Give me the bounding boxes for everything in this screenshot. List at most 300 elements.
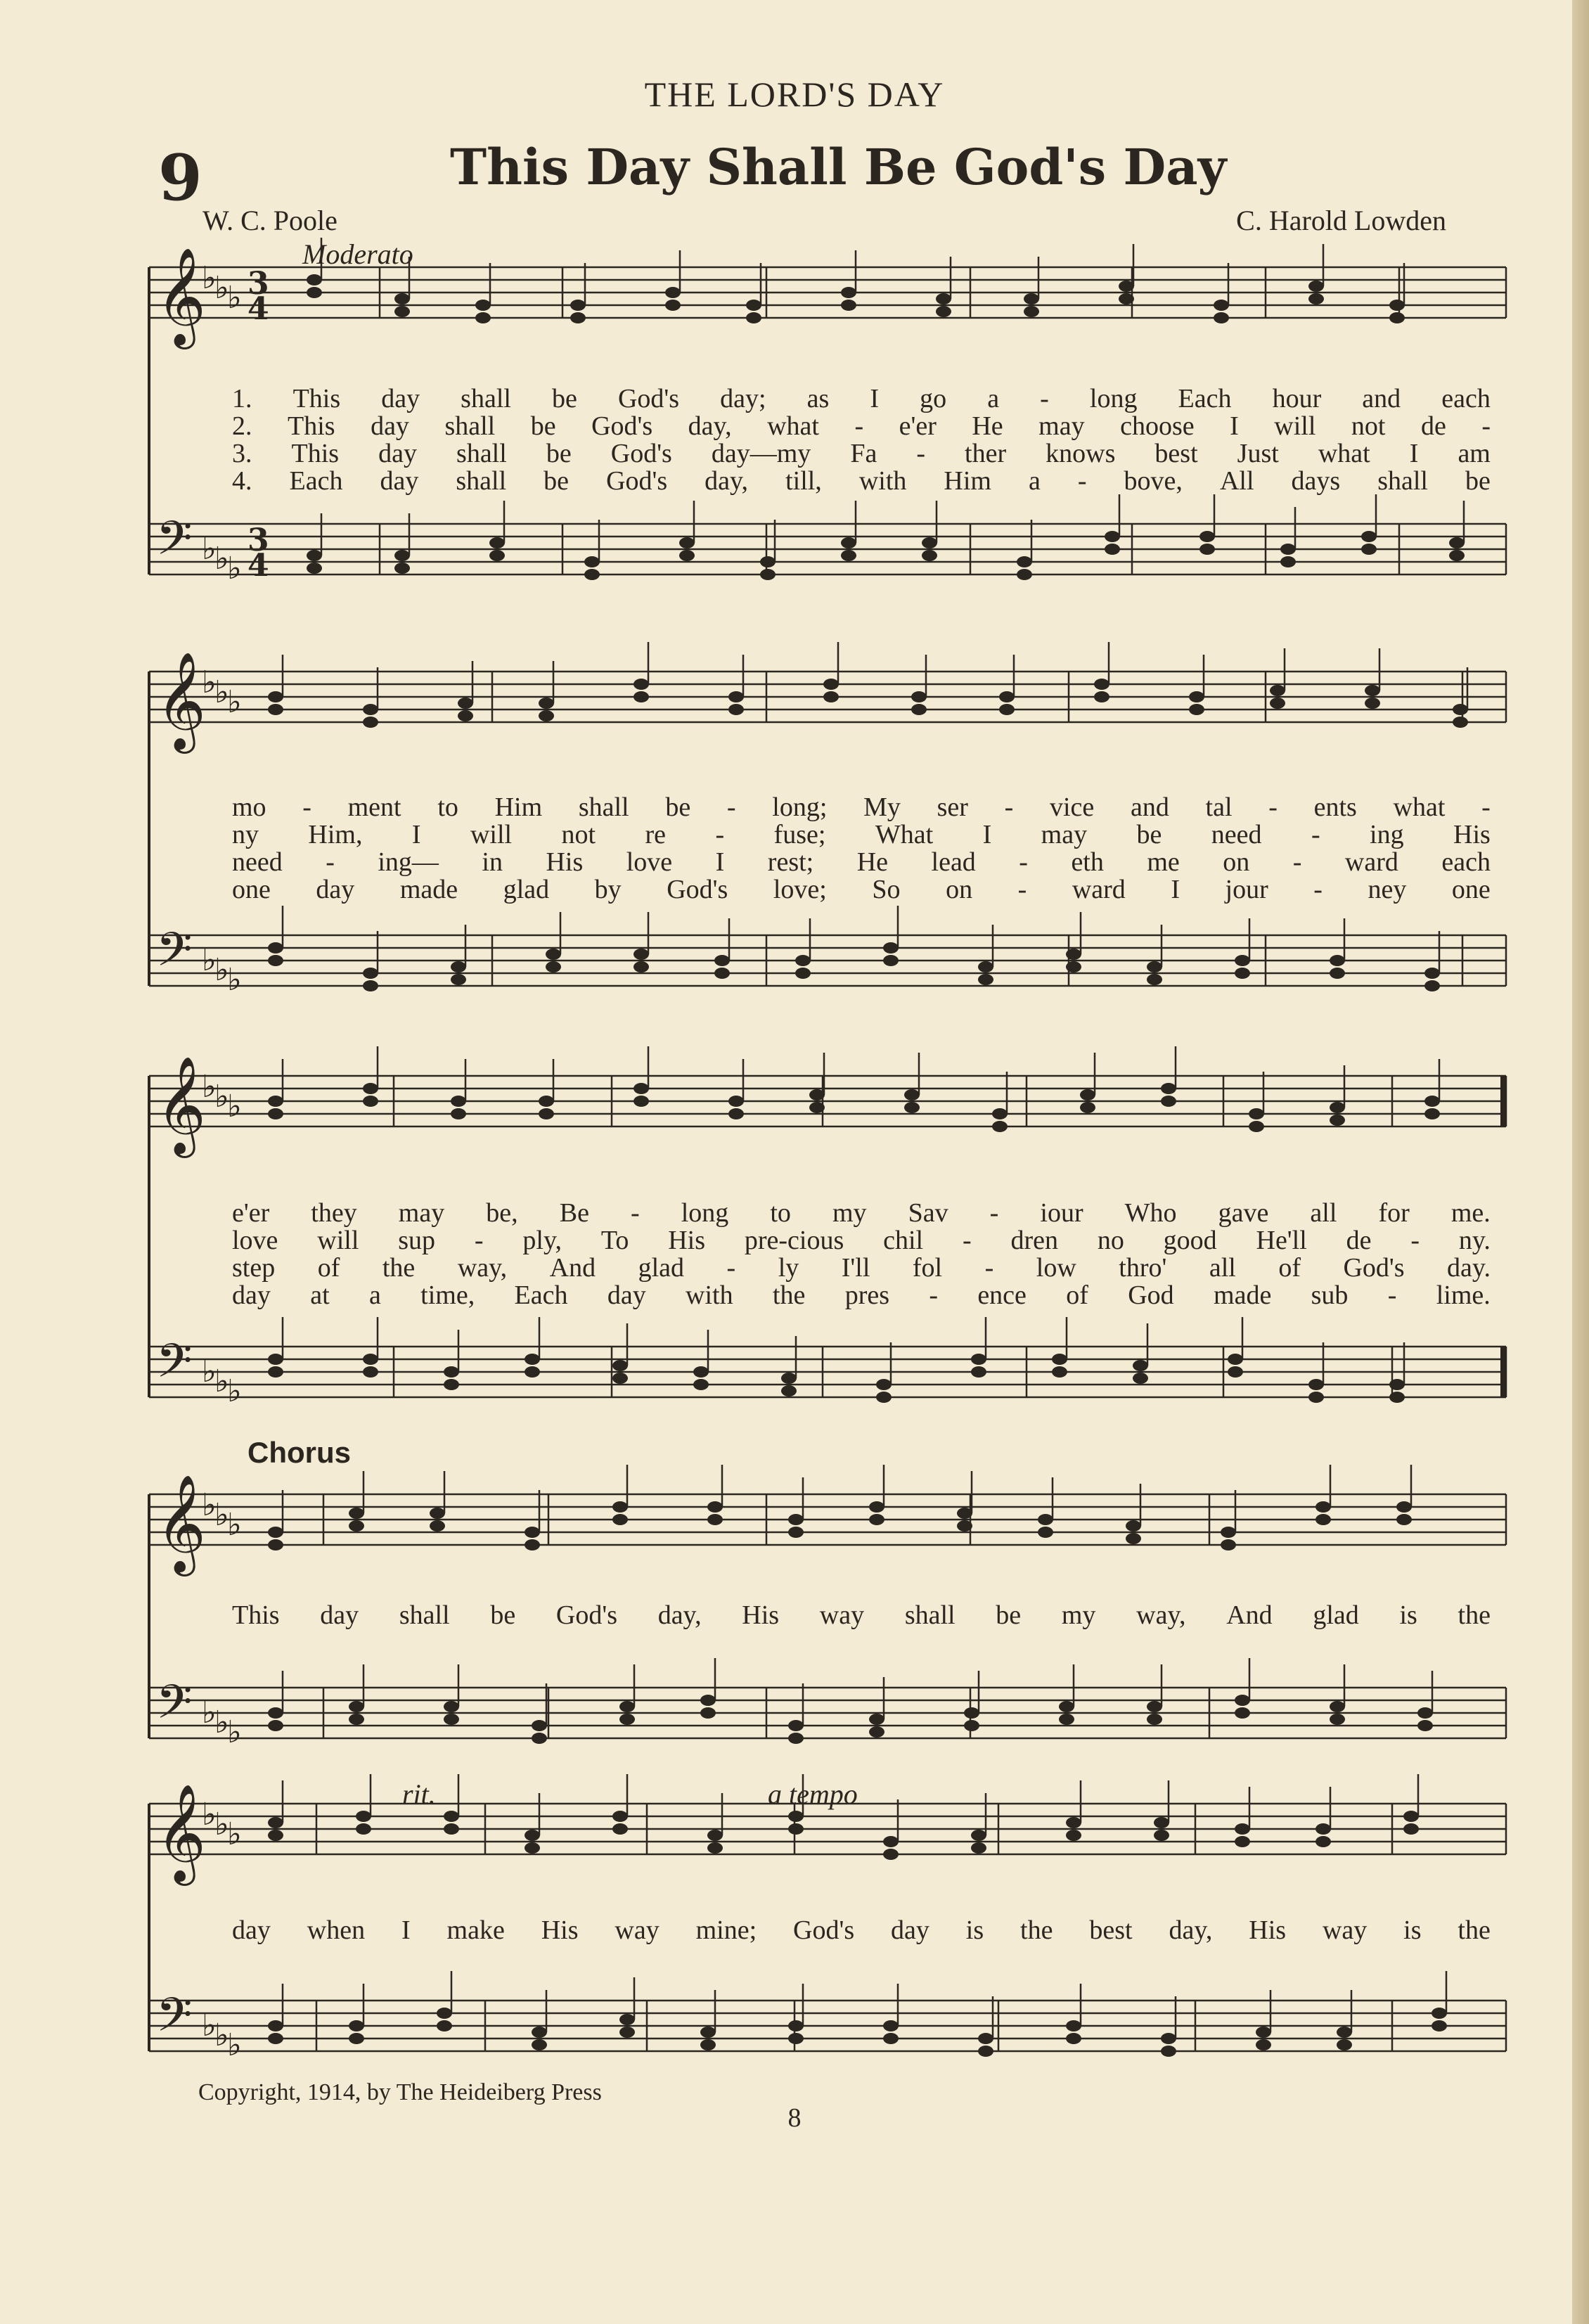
lyric-line <box>232 466 1491 496</box>
lyric-syllable: love <box>626 847 673 877</box>
lyric-syllable: ply, <box>522 1226 562 1255</box>
lyric-syllable: shall <box>461 384 511 413</box>
lyric-syllable: way <box>615 1915 660 1945</box>
note-head <box>633 961 649 972</box>
lyric-syllable: they <box>311 1198 357 1228</box>
lyric-syllable: me. <box>1450 1198 1491 1228</box>
lyric-syllable: ser <box>937 792 968 822</box>
lyric-syllable: way <box>1322 1915 1368 1945</box>
lyric-syllable: I <box>715 847 725 877</box>
a-tempo-marking: a tempo <box>768 1778 858 1810</box>
lyric-syllable: shall <box>456 466 507 496</box>
note-head <box>1280 556 1296 567</box>
lyric-syllable: be <box>490 1600 516 1630</box>
lyric-syllable: I <box>1230 411 1239 441</box>
note-head <box>1315 1823 1331 1835</box>
lyric-syllable: no <box>1097 1226 1124 1255</box>
lyric-syllable: will <box>470 820 513 849</box>
lyric-syllable: of <box>1066 1280 1088 1310</box>
note-head <box>633 1096 649 1107</box>
lyric-syllable: the <box>1458 1915 1491 1945</box>
note-head <box>356 1823 371 1835</box>
lyric-syllable: - <box>1040 384 1049 413</box>
chorus-label: Chorus <box>247 1436 351 1469</box>
note-head <box>489 537 505 548</box>
note-head <box>781 1373 797 1384</box>
lyric-syllable: Just <box>1237 439 1279 468</box>
lyric-syllable: ward <box>1072 875 1126 904</box>
lyric-syllable: - <box>916 439 926 468</box>
bass-clef-icon: 𝄢 <box>156 1675 193 1740</box>
lyric-syllable: This <box>291 439 340 468</box>
note-head <box>1133 1360 1148 1371</box>
lyric-syllable: a <box>987 384 1000 413</box>
note-head <box>1389 312 1405 323</box>
note-head <box>619 2014 635 2025</box>
note-head <box>1389 1392 1405 1403</box>
note-head <box>964 1707 979 1719</box>
lyric-syllable: to <box>770 1198 791 1228</box>
lyric-syllable: is <box>1399 1600 1417 1630</box>
lyric-syllable: low <box>1036 1253 1076 1283</box>
lyric-syllable: God's <box>793 1915 855 1945</box>
note-head <box>1080 1102 1095 1113</box>
note-head <box>458 710 473 721</box>
page-number: 8 <box>787 2103 802 2133</box>
flat-icon: ♭ <box>202 531 217 567</box>
note-head <box>957 1508 972 1519</box>
lyric-syllable: be <box>530 411 556 441</box>
lyric-syllable: gave <box>1218 1198 1269 1228</box>
note-head <box>795 955 811 966</box>
note-head <box>1017 569 1032 580</box>
lyric-syllable: - <box>326 847 335 877</box>
note-head <box>268 1707 283 1719</box>
note-head <box>612 1501 628 1513</box>
flat-icon: ♭ <box>227 1714 242 1750</box>
lyric-syllable: day <box>381 384 420 413</box>
lyric-syllable: fol <box>912 1253 943 1283</box>
lyric-syllable: what <box>1393 792 1446 822</box>
lyric-line <box>232 383 1491 414</box>
lyric-syllable: shall <box>399 1600 450 1630</box>
lyric-syllable: in <box>482 847 503 877</box>
note-head <box>1038 1514 1053 1525</box>
note-head <box>268 2033 283 2044</box>
lyric-syllable: - <box>726 792 736 822</box>
lyric-syllable: good <box>1163 1226 1217 1255</box>
note-head <box>612 1360 628 1371</box>
lyric-syllable: ny. <box>1458 1226 1491 1255</box>
lyric-syllable: and <box>1362 384 1401 413</box>
note-head <box>788 1823 804 1835</box>
note-head <box>971 1366 986 1378</box>
note-head <box>546 961 561 972</box>
lyric-syllable: ther <box>965 439 1007 468</box>
note-head <box>971 1842 986 1854</box>
note-head <box>444 1714 459 1725</box>
lyric-syllable: tal <box>1205 792 1233 822</box>
lyric-syllable: ward <box>1344 847 1398 877</box>
note-head <box>1449 537 1465 548</box>
note-head <box>883 1849 899 1860</box>
section-heading: THE LORD'S DAY <box>644 75 945 114</box>
lyric-syllable: ing <box>1370 820 1404 849</box>
lyric-syllable: dren <box>1010 1226 1058 1255</box>
lyric-syllable: long <box>1089 384 1138 413</box>
note-head <box>693 1379 709 1390</box>
note-head <box>809 1102 825 1113</box>
lyric-syllable: Who <box>1124 1198 1177 1228</box>
note-head <box>883 942 899 954</box>
lyric-syllable: ny <box>232 820 259 849</box>
lyric-syllable: Each <box>514 1280 568 1310</box>
note-head <box>532 2039 547 2050</box>
note-head <box>728 1108 744 1119</box>
lyric-syllable: as <box>806 384 830 413</box>
note-head <box>1330 1701 1345 1712</box>
lyric-line <box>232 874 1491 905</box>
lyric-syllable: Him <box>944 466 991 496</box>
note-head <box>883 2033 899 2044</box>
note-head <box>809 1089 825 1100</box>
note-head <box>788 1514 804 1525</box>
note-head <box>307 274 322 285</box>
note-head <box>1449 550 1465 561</box>
lyric-syllable: a <box>1028 466 1041 496</box>
note-head <box>1365 685 1380 696</box>
lyric-syllable: I <box>1171 875 1180 904</box>
flat-icon: ♭ <box>227 962 242 998</box>
note-head <box>1161 2046 1176 2057</box>
note-head <box>612 1373 628 1384</box>
lyric-syllable: pres <box>844 1280 889 1310</box>
note-head <box>869 1501 884 1513</box>
note-head <box>1024 293 1039 304</box>
treble-clef-icon: 𝄞 <box>156 1784 206 1882</box>
rit-marking: rit. <box>402 1778 436 1810</box>
note-head <box>1424 980 1440 991</box>
note-head <box>781 1385 797 1397</box>
lyric-syllable: - <box>1019 847 1028 877</box>
note-head <box>1432 2020 1447 2031</box>
lyric-syllable: He'll <box>1256 1226 1307 1255</box>
note-head <box>788 2033 804 2044</box>
note-head <box>532 1720 547 1731</box>
lyric-syllable: I <box>401 1915 411 1945</box>
note-head <box>904 1089 920 1100</box>
flat-icon: ♭ <box>227 1816 242 1852</box>
lyric-syllable: hour <box>1272 384 1322 413</box>
lyric-syllable: What <box>875 820 934 849</box>
note-head <box>307 563 322 574</box>
note-head <box>619 1714 635 1725</box>
lyric-syllable: glad <box>638 1253 685 1283</box>
note-head <box>349 1701 364 1712</box>
note-head <box>532 1733 547 1744</box>
lyric-syllable: all <box>1209 1253 1236 1283</box>
note-head <box>268 1527 283 1538</box>
lyric-syllable: 4. <box>232 466 252 496</box>
note-head <box>788 2020 804 2031</box>
flat-icon: ♭ <box>227 1089 242 1124</box>
lyric-syllable: be <box>665 792 691 822</box>
note-head <box>268 942 283 954</box>
note-head <box>1024 306 1039 317</box>
note-head <box>1161 1096 1176 1107</box>
lyric-syllable: My <box>863 792 901 822</box>
lyric-syllable: So <box>872 875 901 904</box>
note-head <box>1361 544 1377 555</box>
note-head <box>1094 691 1109 702</box>
note-head <box>1235 955 1250 966</box>
note-head <box>679 550 695 561</box>
lyric-syllable: 1. <box>232 384 252 413</box>
lyric-syllable: of <box>1278 1253 1301 1283</box>
note-head <box>444 1811 459 1822</box>
lyric-syllable: best <box>1089 1915 1133 1945</box>
note-head <box>1403 1811 1419 1822</box>
lyric-syllable: sup <box>398 1226 436 1255</box>
note-head <box>268 704 283 715</box>
note-head <box>1052 1354 1067 1365</box>
lyric-syllable: God's <box>591 411 653 441</box>
flat-icon: ♭ <box>214 1363 229 1399</box>
lyric-syllable: made <box>1214 1280 1272 1310</box>
note-head <box>728 704 744 715</box>
lyric-syllable: for <box>1378 1198 1410 1228</box>
note-head <box>936 306 951 317</box>
note-head <box>268 1366 283 1378</box>
note-head <box>444 1823 459 1835</box>
note-head <box>992 1108 1008 1119</box>
lyric-syllable: God's <box>1343 1253 1405 1283</box>
treble-clef-icon: 𝄞 <box>156 1475 206 1572</box>
lyric-syllable: may <box>1038 411 1085 441</box>
flat-icon: ♭ <box>227 1507 242 1543</box>
lyric-syllable: - <box>1313 875 1323 904</box>
lyric-syllable: way <box>819 1600 865 1630</box>
note-head <box>268 1830 283 1841</box>
note-head <box>1199 531 1215 542</box>
note-head <box>1094 679 1109 690</box>
note-head <box>1161 1083 1176 1094</box>
lyric-syllable: not <box>1351 411 1386 441</box>
lyric-syllable: God's <box>667 875 728 904</box>
lyric-syllable: need <box>232 847 283 877</box>
note-head <box>883 955 899 966</box>
lyric-line <box>232 411 1491 442</box>
lyric-syllable: day—my <box>711 439 811 468</box>
note-head <box>525 1366 540 1378</box>
lyric-syllable: day <box>378 439 417 468</box>
lyric-syllable: glad <box>1313 1600 1359 1630</box>
lyric-syllable: till, <box>785 466 822 496</box>
lyric-syllable: is <box>1403 1915 1422 1945</box>
lyric-syllable: Him, <box>308 820 363 849</box>
lyric-syllable: shall <box>456 439 507 468</box>
lyric-syllable: shall <box>1377 466 1428 496</box>
lyric-syllable: 3. <box>232 439 252 468</box>
note-head <box>1105 531 1120 542</box>
lyric-syllable: shall <box>578 792 629 822</box>
note-head <box>1330 955 1345 966</box>
note-head <box>633 691 649 702</box>
lyric-syllable: be <box>543 466 570 496</box>
lyric-syllable: God's <box>617 384 680 413</box>
note-head <box>1235 968 1250 979</box>
note-head <box>1221 1539 1236 1551</box>
note-head <box>1403 1823 1419 1835</box>
note-head <box>1424 1096 1440 1107</box>
flat-icon: ♭ <box>202 942 217 978</box>
note-head <box>268 1817 283 1828</box>
lyric-line <box>232 792 1491 823</box>
note-head <box>363 1083 378 1094</box>
note-head <box>451 1108 466 1119</box>
note-head <box>1147 961 1162 972</box>
lyric-syllable: - <box>962 1226 972 1255</box>
note-head <box>1235 1695 1250 1706</box>
copyright-notice: Copyright, 1914, by The Heideiberg Press <box>198 2079 602 2105</box>
flat-icon: ♭ <box>227 280 242 316</box>
note-head <box>1389 1379 1405 1390</box>
treble-clef-icon: 𝄞 <box>156 248 206 345</box>
flat-icon: ♭ <box>227 1373 242 1409</box>
lyric-line <box>232 1225 1491 1256</box>
lyric-syllable: He <box>856 847 889 877</box>
note-head <box>525 1527 540 1538</box>
lyric-syllable: eth <box>1071 847 1104 877</box>
flat-icon: ♭ <box>214 952 229 988</box>
note-head <box>451 974 466 985</box>
lyric-syllable: the <box>1020 1915 1053 1945</box>
lyric-syllable: - <box>1481 411 1491 441</box>
lyric-syllable: will <box>1274 411 1316 441</box>
lyric-syllable: I <box>411 820 421 849</box>
note-head <box>349 1714 364 1725</box>
note-head <box>1249 1121 1264 1132</box>
note-head <box>1361 531 1377 542</box>
note-head <box>728 1096 744 1107</box>
note-head <box>363 1354 378 1365</box>
note-head <box>1214 312 1229 323</box>
note-head <box>349 1508 364 1519</box>
note-head <box>904 1102 920 1113</box>
lyric-line <box>232 1915 1491 1946</box>
note-head <box>795 968 811 979</box>
lyric-syllable: day <box>232 1280 271 1310</box>
note-head <box>978 2033 993 2044</box>
lyric-syllable: mine; <box>695 1915 757 1945</box>
note-head <box>841 300 856 311</box>
note-head <box>268 1354 283 1365</box>
lyric-syllable: day, <box>1169 1915 1213 1945</box>
lyric-syllable: is <box>965 1915 984 1945</box>
note-head <box>707 1514 723 1525</box>
lyric-syllable: - <box>1017 875 1027 904</box>
note-head <box>1315 1514 1331 1525</box>
note-head <box>1080 1089 1095 1100</box>
note-head <box>430 1508 445 1519</box>
note-head <box>1249 1108 1264 1119</box>
note-head <box>1038 1527 1053 1538</box>
bass-clef-icon: 𝄢 <box>156 1334 193 1399</box>
lyric-syllable: - <box>1311 820 1320 849</box>
note-head <box>841 537 856 548</box>
lyric-syllable: one <box>1451 875 1491 904</box>
note-head <box>394 306 410 317</box>
lyric-syllable: step <box>232 1253 276 1283</box>
flat-icon: ♭ <box>202 665 217 700</box>
lyric-syllable: way, <box>457 1253 508 1283</box>
note-head <box>714 968 730 979</box>
note-head <box>1280 544 1296 555</box>
lyric-syllable: God's <box>610 439 672 468</box>
lyric-syllable: - <box>929 1280 938 1310</box>
lyric-syllable: fuse; <box>773 820 826 849</box>
note-head <box>876 1392 892 1403</box>
note-head <box>665 300 681 311</box>
note-head <box>1066 961 1081 972</box>
note-head <box>268 1096 283 1107</box>
note-head <box>1189 704 1204 715</box>
lyric-syllable: be <box>1136 820 1162 849</box>
lyric-syllable: am <box>1458 439 1491 468</box>
note-head <box>883 2020 899 2031</box>
lyric-syllable: His <box>1453 820 1491 849</box>
lyric-syllable: with <box>858 466 907 496</box>
note-head <box>268 691 283 702</box>
lyric-syllable: day <box>232 1915 271 1945</box>
lyric-syllable: with <box>686 1280 733 1310</box>
note-head <box>458 698 473 709</box>
note-head <box>714 955 730 966</box>
note-head <box>1330 968 1345 979</box>
note-head <box>363 1096 378 1107</box>
lyric-syllable: Be <box>559 1198 589 1228</box>
note-head <box>1066 1830 1081 1841</box>
lyric-syllable: I <box>1409 439 1419 468</box>
note-head <box>841 550 856 561</box>
note-head <box>1199 544 1215 555</box>
note-head <box>539 710 554 721</box>
lyric-syllable: one <box>232 875 271 904</box>
note-head <box>1221 1527 1236 1538</box>
note-head <box>444 1379 459 1390</box>
note-head <box>823 679 839 690</box>
lyric-syllable: on <box>1223 847 1250 877</box>
lyric-syllable: not <box>561 820 596 849</box>
lyric-syllable: - <box>474 1226 484 1255</box>
lyric-syllable: - <box>302 792 311 822</box>
note-head <box>760 569 776 580</box>
flat-icon: ♭ <box>202 2008 217 2043</box>
note-head <box>823 691 839 702</box>
note-head <box>363 717 378 728</box>
note-head <box>1389 300 1405 311</box>
lyric-syllable: His <box>668 1226 706 1255</box>
lyric-syllable: Each <box>289 466 343 496</box>
note-head <box>1417 1707 1433 1719</box>
note-head <box>1256 2027 1271 2038</box>
note-head <box>437 2008 452 2019</box>
lyric-syllable: 2. <box>232 411 252 441</box>
note-head <box>1126 1533 1141 1544</box>
note-head <box>1052 1366 1067 1378</box>
lyric-syllable: be <box>996 1600 1022 1630</box>
note-head <box>1330 1102 1345 1113</box>
